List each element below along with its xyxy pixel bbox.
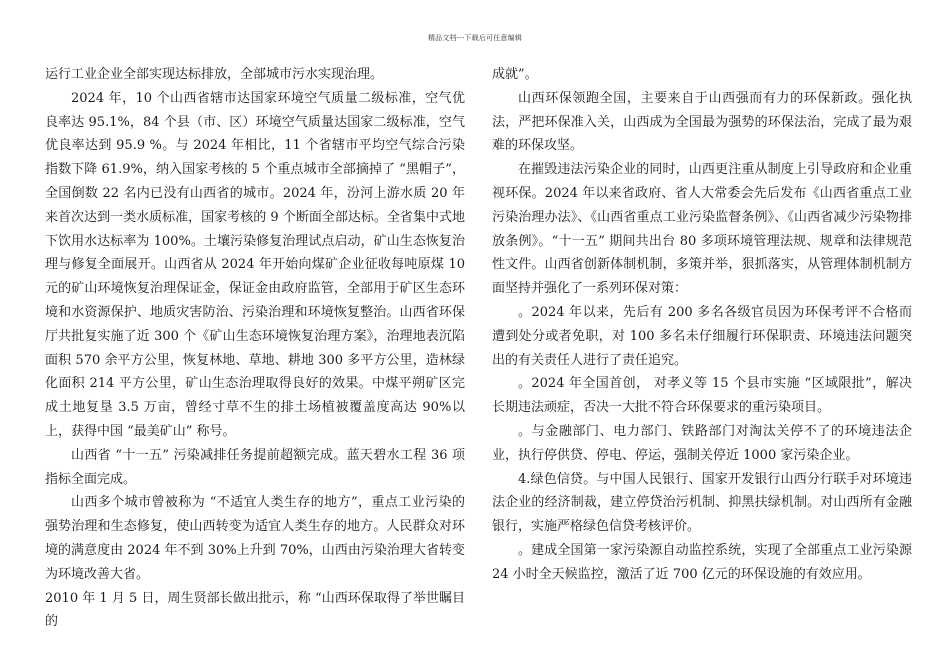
paragraph: 成就”。 (492, 67, 538, 82)
page-header: 精品文档---下载后可任意编辑 (427, 34, 523, 42)
paragraph: 4.绿色信贷。与中国人民银行、国家开发银行山西分行联手对环境违法企业的经济制裁，建立停贷治污机制、抑黑扶绿机制。对山西所有金融银行，实施严格绿色信贷考核评价。 (492, 471, 912, 535)
paragraph: 。与金融部门、电力部门、铁路部门对淘汰关停不了的环境违法企业，执行停供贷、停电、停运，强制关停近 1000 家污染企业。 (492, 423, 912, 463)
paragraph: 。2024 年全国首创， 对孝义等 15 个县市实施 “区域限批”，解决长期违法顽症，否决一大批不符合环保要求的重污染项目。 (492, 376, 912, 416)
paragraph: 。建成全国第一家污染源自动监控系统，实现了全部重点工业污染源 24 小时全天候监控，激活了近 700 亿元的环保设施的有效应用。 (492, 542, 912, 582)
paragraph: 2010 年 1 月 5 日，周生贤部长做出批示，称 “山西环保取得了举世瞩目的 (45, 590, 465, 630)
paragraph: 山西多个城市曾被称为 “不适宜人类生存的地方”，重点工业污染的强势治理和生态修复，使山西转变为适宜人类生存的地方。人民群众对环境的满意度由 2024 年不到 30%上升到 70%，山西由污染治理大省转变为环境改善大省。 (45, 495, 465, 582)
paragraph: 在摧毁违法污染企业的同时，山西更注重从制度上引导政府和企业重视环保。2024 年以来省政府、省人大常委会先后发布《山西省重点工业污染治理办法》、《山西省重点工业污染监督条例》、《山西省减少污染物排放条例》。“十一五” 期间共出台 80 多项环境管理法规、规章和法律规范性文件。山西省创新体制机制，多策并举，狠抓落实，从管理体制机制方面坚持并强化了一系列环保对策： (492, 162, 912, 297)
paragraph: 山西环保领跑全国，主要来自于山西强而有力的环保新政。强化执法，严把环保准入关，山西成为全国最为强势的环保法治，完成了最为艰难的环保攻坚。 (492, 90, 912, 154)
paragraph: 2024 年，10 个山西省辖市达国家环境空气质量二级标准，空气优良率达 95.1%，84 个县（市、区）环境空气质量达国家二级标准，空气优良率达到 95.9 %。与 2024 年相比，11 个省辖市平均空气综合污染指数下降 61.9%，纳入国家考核的 5 个重点城市全部摘掉了 “黑帽子”，全国倒数 22 名内已没有山西省的城市。2024 年，汾河上游水质 20 年来首次达到一类水质标准，国家考核的 9 个断面全部达标。全省集中式地下饮用水达标率为 100%。土壤污染修复治理试点启动，矿山生态恢复治理与修复全面展开。山西省从 2024 年开始向煤矿企业征收每吨原煤 10 元的矿山环境恢复治理保证金，保证金由政府监管，全部用于矿区生态环境和水资源保护、地质灾害防治、污染治理和环境恢复整治。山西省环保厅共批复实施了近 300 个《矿山生态环境恢复治理方案》，治理地表沉陷面积 570 余平方公里，恢复林地、草地、耕地 300 多平方公里，造林绿化面积 214 平方公里，矿山生态治理取得良好的效果。中煤平朔矿区完成土地复垦 3.5 万亩，曾经寸草不生的排土场植被覆盖度高达 90%以上，获得中国 “最美矿山” 称号。 (45, 90, 465, 439)
paragraph: 山西省 “十一五” 污染减排任务提前超额完成。蓝天碧水工程 36 项指标全面完成。 (45, 447, 465, 487)
paragraph: 。2024 年以来，先后有 200 多名各级官员因为环保考评不合格而遭到处分或者免职，对 100 多名未仔细履行环保职责、环境违法问题突出的有关责任人进行了责任追究。 (492, 304, 912, 368)
left-column (45, 63, 465, 634)
right-column (492, 63, 912, 587)
paragraph: 运行工业企业全部实现达标排放，全部城市污水实现治理。 (45, 67, 384, 82)
